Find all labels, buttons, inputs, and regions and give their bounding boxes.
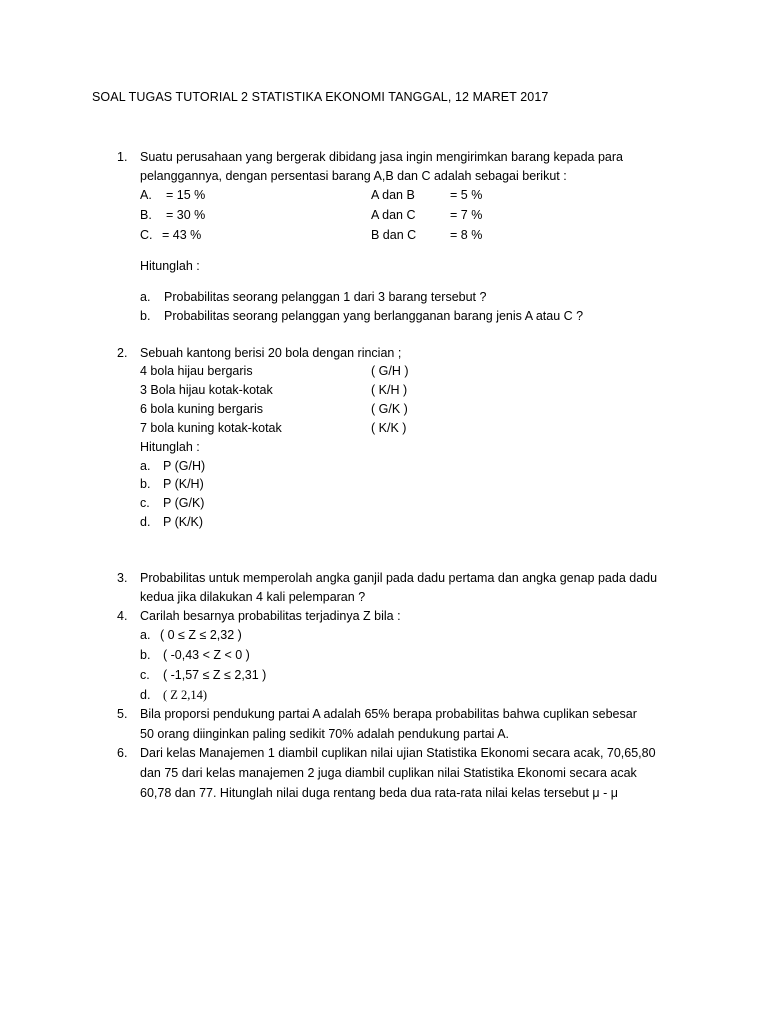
q6-number: 6. xyxy=(117,746,128,760)
q6-text-line3: 60,78 dan 77. Hitunglah nilai duga rentang beda dua rata-rata nilai kelas tersebut μ - μ xyxy=(140,786,618,800)
q1-sub-b-text: Probabilitas seorang pelanggan yang berlangganan barang jenis A atau C ? xyxy=(164,309,584,323)
q5-number: 5. xyxy=(117,707,128,721)
q4-sub-a-text: ( 0 ≤ Z ≤ 2,32 ) xyxy=(160,628,242,642)
q2-sub-a-letter: a. xyxy=(140,459,151,473)
document-title: SOAL TUGAS TUTORIAL 2 STATISTIKA EKONOMI TANGGAL, 12 MARET 2017 xyxy=(92,90,549,104)
q4-sub-b-letter: b. xyxy=(140,648,151,662)
q2-number: 2. xyxy=(117,346,128,360)
q1-sub-a-letter: a. xyxy=(140,290,151,304)
q2-sub-c-letter: c. xyxy=(140,496,150,510)
q2-hitunglah: Hitunglah : xyxy=(140,440,200,454)
q1-row-c-letter: C. xyxy=(140,228,153,242)
q2-sub-d-text: P (K/K) xyxy=(163,515,204,529)
q1-hitunglah: Hitunglah : xyxy=(140,259,200,273)
q3-text-line2: kedua jika dilakukan 4 kali pelemparan ? xyxy=(140,590,366,604)
q1-row-b-value: = 30 % xyxy=(166,208,206,222)
q4-sub-d-letter: d. xyxy=(140,688,151,702)
q5-text-line2: 50 orang diinginkan paling sedikit 70% adalah pendukung partai A. xyxy=(140,727,510,741)
q1-row-b-pair-value: = 7 % xyxy=(450,208,483,222)
q2-sub-a-text: P (G/H) xyxy=(163,459,206,473)
q2-ball-3-code: ( G/K ) xyxy=(371,402,408,416)
q1-text-line2: pelanggannya, dengan persentasi barang A,B dan C adalah sebagai berikut : xyxy=(140,169,567,183)
q2-sub-b-letter: b. xyxy=(140,477,151,491)
q5-text-line1: Bila proporsi pendukung partai A adalah 65% berapa probabilitas bahwa cuplikan sebesar xyxy=(140,707,637,721)
q1-sub-b-letter: b. xyxy=(140,309,151,323)
q1-row-b-pair: A dan C xyxy=(371,208,416,222)
q1-row-c-pair: B dan C xyxy=(371,228,417,242)
q1-row-a-pair: A dan B xyxy=(371,188,415,202)
q1-text-line1: Suatu perusahaan yang bergerak dibidang jasa ingin mengirimkan barang kepada para xyxy=(140,150,623,164)
q3-text-line1: Probabilitas untuk memperolah angka ganjil pada dadu pertama dan angka genap pada dadu xyxy=(140,571,658,585)
q1-row-a-letter: A. xyxy=(140,188,152,202)
q4-sub-a-letter: a. xyxy=(140,628,151,642)
q1-sub-a-text: Probabilitas seorang pelanggan 1 dari 3 barang tersebut ? xyxy=(164,290,487,304)
q2-ball-2-desc: 3 Bola hijau kotak-kotak xyxy=(140,383,273,397)
q4-sub-c-text: ( -1,57 ≤ Z ≤ 2,31 ) xyxy=(163,668,267,682)
q1-row-a-value: = 15 % xyxy=(166,188,206,202)
q1-row-b-letter: B. xyxy=(140,208,152,222)
q4-sub-d-text: ( Z 2,14) xyxy=(163,688,208,702)
q3-number: 3. xyxy=(117,571,128,585)
q2-sub-c-text: P (G/K) xyxy=(163,496,205,510)
q4-sub-b-text: ( -0,43 < Z < 0 ) xyxy=(163,648,250,662)
q1-row-c-value: = 43 % xyxy=(162,228,202,242)
q2-sub-b-text: P (K/H) xyxy=(163,477,204,491)
q4-intro: Carilah besarnya probabilitas terjadinya Z bila : xyxy=(140,609,401,623)
q2-ball-4-desc: 7 bola kuning kotak-kotak xyxy=(140,421,282,435)
q2-ball-1-desc: 4 bola hijau bergaris xyxy=(140,364,253,378)
q2-ball-2-code: ( K/H ) xyxy=(371,383,408,397)
q4-number: 4. xyxy=(117,609,128,623)
q1-row-a-pair-value: = 5 % xyxy=(450,188,483,202)
q2-ball-1-code: ( G/H ) xyxy=(371,364,409,378)
q4-sub-c-letter: c. xyxy=(140,668,150,682)
q1-number: 1. xyxy=(117,150,128,164)
q2-ball-4-code: ( K/K ) xyxy=(371,421,407,435)
q2-intro: Sebuah kantong berisi 20 bola dengan rincian ; xyxy=(140,346,402,360)
q2-sub-d-letter: d. xyxy=(140,515,151,529)
q2-ball-3-desc: 6 bola kuning bergaris xyxy=(140,402,263,416)
q6-text-line1: Dari kelas Manajemen 1 diambil cuplikan nilai ujian Statistika Ekonomi secara acak, 70,65,80 xyxy=(140,746,656,760)
q1-row-c-pair-value: = 8 % xyxy=(450,228,483,242)
q6-text-line2: dan 75 dari kelas manajemen 2 juga diambil cuplikan nilai Statistika Ekonomi secara acak xyxy=(140,766,637,780)
